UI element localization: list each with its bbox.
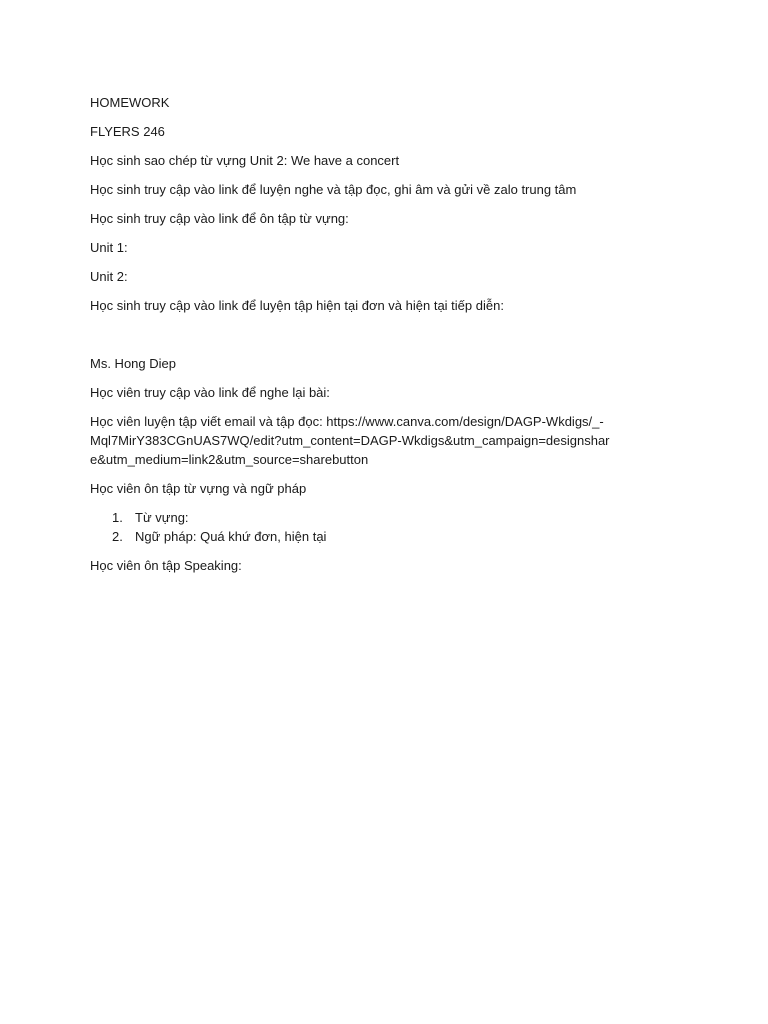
teacher-name: Ms. Hong Diep [90, 356, 176, 371]
flyers-line-listening: Học sinh truy cập vào link để luyện nghe và tập đọc, ghi âm và gửi về zalo trung tâm [90, 182, 577, 197]
teacher-line-listen-again: Học viên truy cập vào link để nghe lại bài: [90, 385, 330, 400]
class-name: FLYERS 246 [90, 124, 165, 139]
list-number: 1. [112, 510, 123, 525]
flyers-line-tense-practice: Học sinh truy cập vào link để luyện tập hiện tại đơn và hiện tại tiếp diễn: [90, 298, 504, 313]
closing-line-speaking: Học viên ôn tập Speaking: [90, 558, 242, 573]
document-page [90, 93, 610, 585]
document-title: HOMEWORK [90, 95, 170, 110]
review-list-item [90, 527, 610, 546]
blank-line [90, 325, 610, 344]
flyers-line-copy-vocab: Học sinh sao chép từ vựng Unit 2: We have a concert [90, 153, 400, 168]
flyers-line-unit-2: Unit 2: [90, 269, 128, 284]
teacher-line-vocab-grammar: Học viên ôn tập từ vựng và ngữ pháp [90, 481, 307, 496]
flyers-line-unit-1: Unit 1: [90, 240, 128, 255]
review-list-item [90, 508, 610, 527]
review-list [90, 508, 610, 546]
teacher-line-email-practice: Học viên luyện tập viết email và tập đọc: https://www.canva.com/design/DAGP-Wkdigs/_-Mql7MirY383CGnUAS7WQ/edit?utm_content=DAGP-Wkdigs&utm_campaign=designshare&utm_medium=link2&utm_source=sharebutton [90, 414, 610, 467]
list-number: 2. [112, 529, 123, 544]
list-item-text: Ngữ pháp: Quá khứ đơn, hiện tại [135, 529, 327, 544]
flyers-line-vocab-review: Học sinh truy cập vào link để ôn tập từ vựng: [90, 211, 349, 226]
list-item-text: Từ vựng: [135, 510, 189, 525]
